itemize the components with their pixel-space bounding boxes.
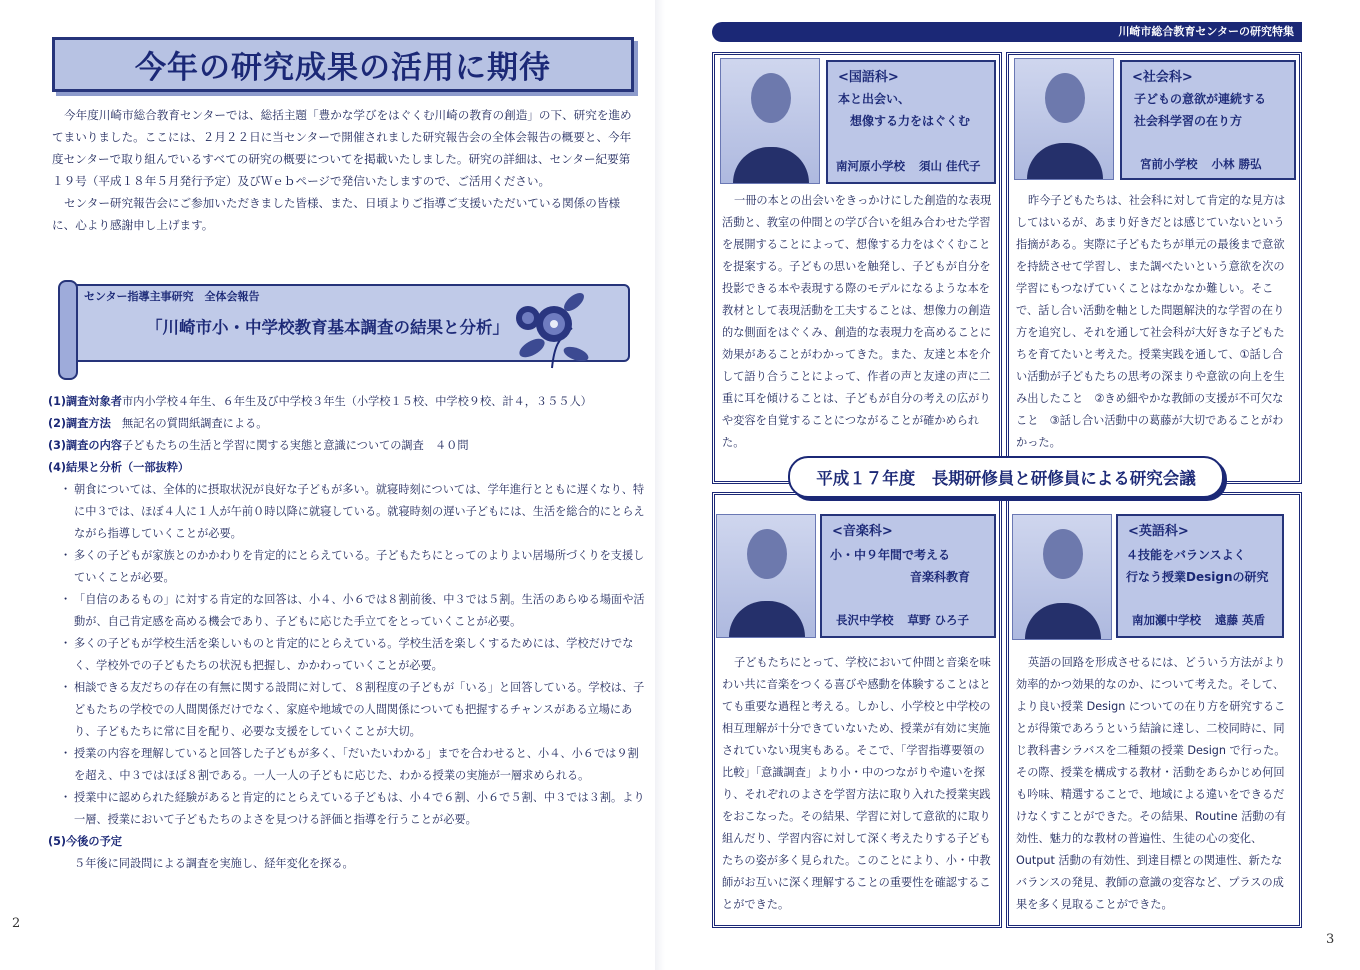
header-title: 川崎市総合教育センターの研究特集 bbox=[1118, 25, 1294, 38]
research-title-box bbox=[1116, 514, 1284, 638]
scroll-curl-decoration bbox=[58, 280, 78, 380]
survey-item-label: (4)結果と分析 bbox=[48, 461, 122, 474]
author-line bbox=[1132, 612, 1265, 628]
section-title: 平成１７年度 長期研修員と研修員による研究会議 bbox=[816, 469, 1196, 488]
intro-paragraph: センター研究報告会にご参加いただきました皆様、また、日頃よりご指導ご支援いただいている関係の皆様に、心より感謝申し上げます。 bbox=[52, 196, 621, 232]
results-list bbox=[48, 479, 648, 831]
survey-item-text: （一部抜粋） bbox=[121, 461, 190, 474]
research-title-box bbox=[1120, 60, 1296, 180]
research-title-line: 子どもの意欲が連続する bbox=[1134, 92, 1267, 106]
list-item: ・ 多くの子どもが家族とのかかわりを肯定的にとらえている。子どもたちにとってのよりよい居場所づくりを支援していくことが必要。 bbox=[74, 545, 648, 589]
author-photo bbox=[720, 58, 820, 184]
future-plan-text: ５年後に同設問による調査を実施し、経年変化を探る。 bbox=[74, 857, 354, 870]
scroll-subtitle: センター指導主事研究 全体会報告 bbox=[84, 290, 260, 303]
author-name: 小林 勝弘 bbox=[1211, 157, 1262, 171]
survey-item-text: 市内小学校４年生、６年生及び中学校３年生（小学校１５校、中学校９校、計４，３５５人） bbox=[121, 395, 592, 408]
header-bar bbox=[712, 22, 1302, 42]
survey-item bbox=[48, 435, 648, 457]
author-name: 遠藤 英盾 bbox=[1215, 613, 1266, 627]
left-page bbox=[0, 0, 655, 970]
subject-label: <国語科> bbox=[838, 70, 899, 85]
scroll-title: 「川崎市小・中学校教育基本調査の結果と分析」 bbox=[146, 318, 509, 337]
research-summary: 子どもたちにとって、学校において仲間と音楽を味わい共に音楽をつくる喜びや感動を体験することはとても重要な過程と考える。しかし、小学校と中学校の相互理解が十分できていないため、授業が有効に実施されていない現実もある。そこで、「学習指導要領の比較」「意識調査」より小・中のつながりや違いを探り、それぞれのよさを学習方法に取り入れた授業実践をおこなった。その結果、学習に対して意欲的に取り組んだり、学習内容に対して深く考えたりする子どもたちの姿が多く見られた。このことにより、小・中教師がお互いに深く理解することの重要性を確認することができた。 bbox=[722, 656, 991, 911]
school-name: 南加瀬中学校 bbox=[1132, 613, 1201, 627]
author-photo bbox=[716, 514, 816, 638]
page-number: 2 bbox=[12, 916, 21, 931]
survey-item-label: (1)調査対象者 bbox=[48, 395, 122, 408]
subject-label: <社会科> bbox=[1132, 70, 1193, 85]
research-title-line: 社会科学習の在り方 bbox=[1134, 114, 1243, 128]
list-item: ・ 授業中に認められた経験があると肯定的にとらえている子どもは、小４で６割、小６で５割、中３では３割。より一層、授業において子どもたちのよさを見つける評価と指導を行うことが必要。 bbox=[74, 787, 648, 831]
research-title-box bbox=[826, 60, 996, 184]
list-item: ・ 相談できる友だちの存在の有無に関する設問に対して、８割程度の子どもが「いる」と回答している。学校は、子どもたちの学校での人間関係だけでなく、家庭や地域での人間関係についても把握するチャンスがある立場にあり、子どもたちに常に目を配り、必要な支援をしていくことが大切。 bbox=[74, 677, 648, 743]
author-line bbox=[836, 612, 969, 628]
school-name: 長沢中学校 bbox=[836, 613, 894, 627]
camellia-flower-icon bbox=[512, 288, 592, 370]
research-title-line: 行なう授業Designの研究 bbox=[1126, 570, 1269, 584]
list-item: ・ 多くの子どもが学校生活を楽しいものと肯定的にとらえている。学校生活を楽しくするためには、学校だけでなく、学校外での子どもたちの状況も把握し、かかわっていくことが必要。 bbox=[74, 633, 648, 677]
survey-item-text: 子どもたちの生活と学習に関する実態と意識についての調査 ４０問 bbox=[121, 439, 469, 452]
school-name: 宮前小学校 bbox=[1140, 157, 1198, 171]
future-plan-label: (5)今後の予定 bbox=[48, 835, 122, 848]
subject-label: <英語科> bbox=[1128, 524, 1189, 539]
subject-label: <音楽科> bbox=[832, 524, 893, 539]
research-summary: 一冊の本との出会いをきっかけにした創造的な表現活動と、教室の仲間との学び合いを組み合わせた学習を展開することによって、想像する力をはぐくむことを提案する。子どもの思いを触発し、子どもが自分を投影できる本や表現する際のモデルになるような本を教材として表現活動を工夫することは、想像力の創造的な側面をはぐくみ、創造的な表現力を高めることに効果があることがわかってきた。また、友達と本を介して語り合うことによって、作者の声と友達の声に二重に耳を傾けることは、子どもが自分の考えの広がりや変容を自覚することにつながることが確かめられた。 bbox=[722, 194, 992, 449]
survey-item-text: 無記名の質問紙調査による。 bbox=[110, 417, 268, 430]
survey-report bbox=[48, 391, 648, 875]
section-title-oval bbox=[788, 456, 1224, 498]
author-photo bbox=[1014, 58, 1114, 180]
author-name: 須山 佳代子 bbox=[919, 159, 981, 173]
author-line bbox=[1140, 156, 1262, 172]
page-gutter bbox=[655, 0, 665, 970]
list-item: ・ 「自信のあるもの」に対する肯定的な回答は、小４、小６では８割前後、中３では５割。生活のあらゆる場面や活動が、自己肯定感を高める機会であり、子どもに応じた手立てをとっていくことが必要。 bbox=[74, 589, 648, 633]
research-title-line: 音楽科教育 bbox=[910, 570, 971, 584]
author-line bbox=[836, 158, 981, 174]
list-item: ・ 朝食については、全体的に摂取状況が良好な子どもが多い。就寝時刻については、学年進行とともに遅くなり、特に中３では、ほぼ４人に１人が午前０時以降に就寝している。就寝時刻の遅い子どもには、生活を総合的にとらえながら指導していくことが必要。 bbox=[74, 479, 648, 545]
survey-item bbox=[48, 391, 648, 413]
author-photo bbox=[1012, 514, 1112, 640]
page-title-banner bbox=[52, 37, 634, 92]
research-title-line: ４技能をバランスよく bbox=[1126, 548, 1246, 562]
research-title-line: 本と出会い、 bbox=[838, 92, 911, 106]
survey-item bbox=[48, 457, 648, 479]
research-title-box bbox=[820, 514, 996, 638]
research-summary: 昨今子どもたちは、社会科に対して肯定的な見方はしてはいるが、あまり好きだとは感じていないという指摘がある。実際に子どもたちが単元の最後まで意欲を持続させて学習し、また調べたいという意欲を次の学習にもつなげていくことはなかなか難しい。そこで、話し合い活動を軸とした問題解決的な学習の在り方を追究し、それを通して社会科が大好きな子どもたちを育てたいと考えた。授業実践を通して、①話し合い活動が子どもたちの思考の深まりや意欲の向上を生み出したこと ②きめ細やかな教師の支援が不可欠なこと ③話し合い活動中の葛藤が大切であることがわかった。 bbox=[1016, 194, 1286, 449]
survey-item-label: (2)調査方法 bbox=[48, 417, 111, 430]
survey-item bbox=[48, 413, 648, 435]
intro-text bbox=[52, 104, 640, 236]
survey-item-label: (3)調査の内容 bbox=[48, 439, 122, 452]
author-name: 草野 ひろ子 bbox=[907, 613, 970, 627]
school-name: 南河原小学校 bbox=[836, 159, 905, 173]
research-summary: 英語の回路を形成させるには、どういう方法がより効率的かつ効果的なのか、について考えた。そして、より良い授業 Design についての在り方を研究することが得策であろうという結論に達し、二校同時に、同じ教科書シラバスを二種類の授業 Design で行った。その際、授業を構成する教材・活動をあらかじめ何回も吟味、精選することで、地域による違いをできるだけなくすことができた。その結果、Routine 活動の有効性、魅力的な教材の普遍性、生徒の心の変化、Output 活動の有効性、到達目標との関連性、新たなバランスの発見、教師の意識の変容など、プラスの成果を多く見取ることができた。 bbox=[1016, 656, 1286, 911]
intro-paragraph: 今年度川崎市総合教育センターでは、総括主題「豊かな学びをはぐくむ川崎の教育の創造」の下、研究を進めてまいりました。ここには、２月２２日に当センターで開催されました研究報告会の全体会報告の概要と、今年度センターで取り組んでいるすべての研究の概要についてを掲載いたしました。研究の詳細は、センター紀要第１９号（平成１８年５月発行予定）及びＷｅｂページで発信いたしますので、ご活用ください。 bbox=[52, 108, 632, 188]
page-number: 3 bbox=[1326, 932, 1335, 947]
list-item: ・ 授業の内容を理解していると回答した子どもが多く、「だいたいわかる」までを合わせると、小４、小６では９割を超え、中３ではほぼ８割である。一人一人の子どもに応じた、わかる授業の実施が一層求められる。 bbox=[74, 743, 648, 787]
research-title-line: 小・中９年間で考える bbox=[830, 548, 951, 562]
page-title: 今年の研究成果の活用に期待 bbox=[135, 50, 551, 86]
research-title-line: 想像する力をはぐくむ bbox=[850, 114, 971, 128]
